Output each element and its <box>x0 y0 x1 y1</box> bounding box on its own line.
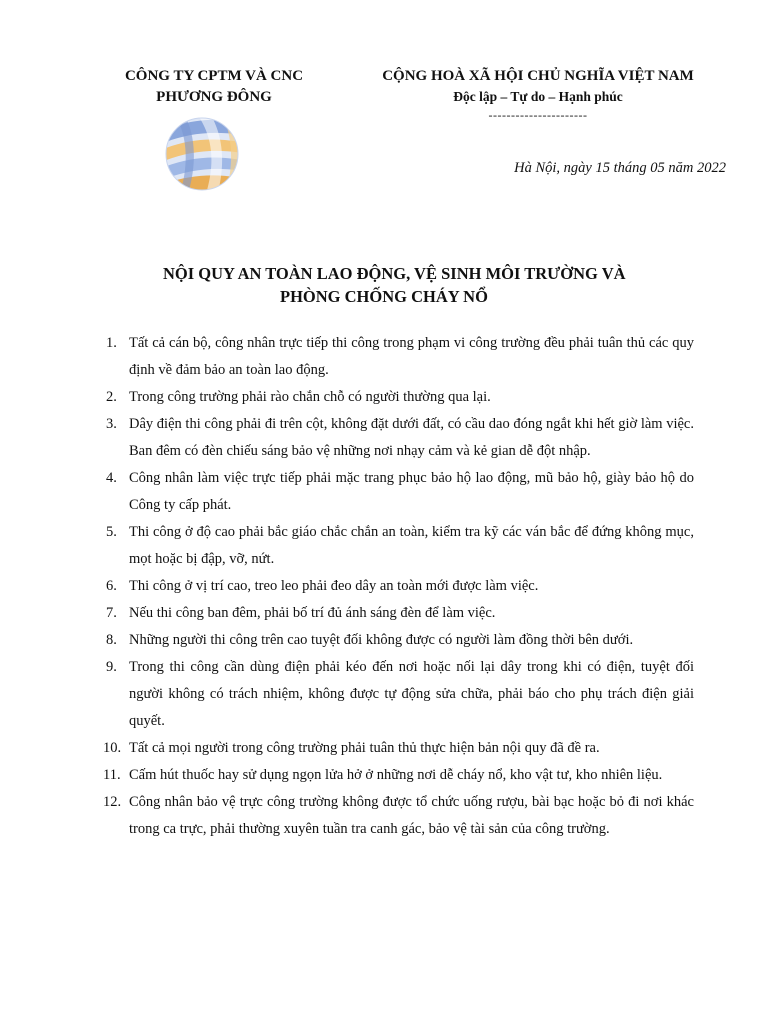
rule-item <box>0 573 694 600</box>
striped-sphere-logo-icon <box>164 115 240 193</box>
rule-item <box>0 627 694 654</box>
rule-item <box>0 600 694 627</box>
rule-item <box>0 519 694 573</box>
national-motto: Độc lập – Tự do – Hạnh phúc <box>453 89 623 104</box>
rule-text: Tất cả mọi người trong công trường phải tuân thủ thực hiện bản nội quy đã đề ra. <box>129 740 600 756</box>
title-line1: NỘI QUY AN TOÀN LAO ĐỘNG, VỆ SINH MÔI TRƯỜNG VÀ <box>163 264 626 283</box>
rule-text: Dây điện thi công phải đi trên cột, không đặt dưới đất, có cầu dao đóng ngắt khi hết giờ làm việc. Ban đêm có đèn chiếu sáng bảo vệ những nơi nhạy cảm và kẻ gian dễ đột nhập. <box>129 416 694 459</box>
rule-number: 2. <box>106 389 117 405</box>
rule-number: 10. <box>103 740 122 756</box>
rule-number: 3. <box>106 416 117 432</box>
rules-list <box>0 330 694 843</box>
rule-text: Thi công ở độ cao phải bắc giáo chắc chắn an toàn, kiểm tra kỹ các ván bắc để đứng không mục, mọt hoặc bị đập, vỡ, nứt. <box>129 524 694 567</box>
national-header <box>360 66 716 123</box>
company-name-block <box>96 66 332 108</box>
rule-text: Công nhân bảo vệ trực công trường không được tổ chức uống rượu, bài bạc hoặc bỏ đi nơi khác trong ca trực, phải thường xuyên tuần tra canh gác, bảo vệ tài sản của công trường. <box>129 794 694 837</box>
rule-item <box>0 384 694 411</box>
rule-item <box>0 330 694 384</box>
motto-rule: ---------------------- <box>488 108 588 122</box>
rule-text: Trong công trường phải rào chắn chỗ có người thường qua lại. <box>129 389 491 405</box>
rule-number: 5. <box>106 524 117 540</box>
company-name-line1: CÔNG TY CPTM VÀ CNC <box>124 68 304 84</box>
rule-text: Công nhân làm việc trực tiếp phải mặc trang phục bảo hộ lao động, mũ bảo hộ, giày bảo hộ do Công ty cấp phát. <box>129 470 694 513</box>
rule-number: 9. <box>106 659 117 675</box>
rule-item <box>0 465 694 519</box>
rule-text: Nếu thi công ban đêm, phải bố trí đủ ánh sáng đèn để làm việc. <box>129 605 496 621</box>
rule-number: 7. <box>106 605 117 621</box>
rule-item <box>0 789 694 843</box>
rule-number: 1. <box>106 335 117 351</box>
rule-number: 4. <box>106 470 117 486</box>
rule-item <box>0 411 694 465</box>
title-line2: PHÒNG CHỐNG CHÁY NỔ <box>280 287 488 306</box>
rule-number: 6. <box>106 578 117 594</box>
rule-text: Tất cả cán bộ, công nhân trực tiếp thi công trong phạm vi công trường đều phải tuân thủ các quy định về đảm bảo an toàn lao động. <box>129 335 694 378</box>
rule-text: Thi công ở vị trí cao, treo leo phải đeo dây an toàn mới được làm việc. <box>129 578 539 594</box>
company-name-line2: PHƯƠNG ĐÔNG <box>156 89 272 105</box>
rule-item <box>0 762 694 789</box>
rule-item <box>0 735 694 762</box>
rule-text: Những người thi công trên cao tuyệt đối không được có người làm đồng thời bên dưới. <box>129 632 634 648</box>
rule-number: 11. <box>103 767 121 783</box>
national-name: CỘNG HOÀ XÃ HỘI CHỦ NGHĨA VIỆT NAM <box>382 68 694 84</box>
rule-number: 12. <box>103 794 122 810</box>
rule-text: Cấm hút thuốc hay sử dụng ngọn lửa hở ở những nơi dễ cháy nổ, kho vật tư, kho nhiên liệu. <box>129 767 663 783</box>
dateline: Hà Nội, ngày 15 tháng 05 năm 2022 <box>514 160 726 176</box>
rule-item <box>0 654 694 735</box>
rule-text: Trong thi công cần dùng điện phải kéo đến nơi hoặc nối lại dây trong khi có điện, tuyệt đối người không có trách nhiệm, không được tự động sửa chữa, phải báo cho phụ trách điện giải quyết. <box>129 659 694 729</box>
document-title <box>100 262 740 308</box>
rule-number: 8. <box>106 632 117 648</box>
